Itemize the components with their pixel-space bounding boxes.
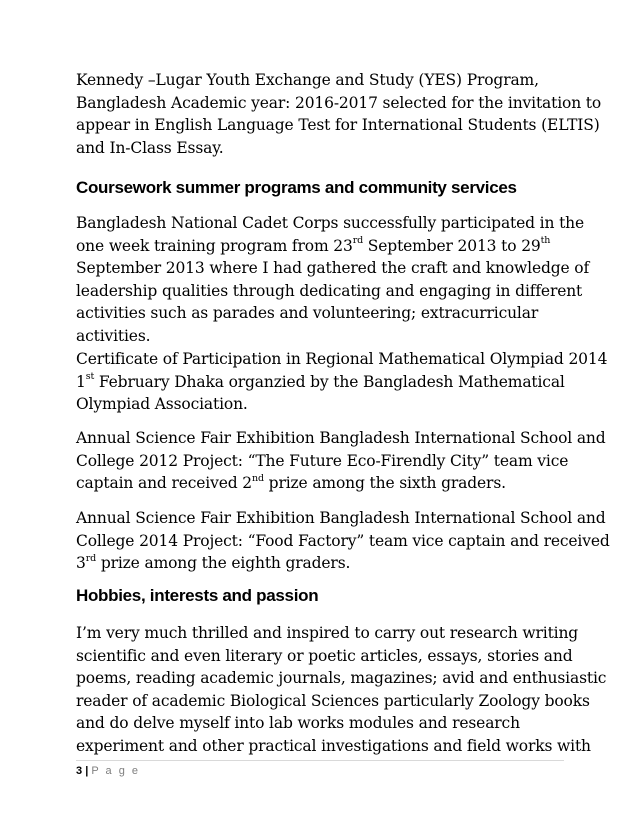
text-fragment: prize among the eighth graders.	[96, 554, 351, 573]
text-line: activities such as parades and volunteering; extracurricular	[76, 304, 539, 323]
text-line: I’m very much thrilled and inspired to carry out research writing	[76, 624, 579, 642]
ordinal-suffix: st	[85, 371, 95, 383]
text-line: reader of academic Biological Sciences particularly Zoology books	[76, 691, 590, 710]
text-line: one week training program from 23	[76, 236, 353, 255]
heading-coursework: Coursework summer programs and community services	[76, 178, 517, 197]
text-fragment: September 2013 to 29	[363, 236, 541, 255]
text-line: and In-Class Essay.	[76, 138, 224, 157]
paragraph-cadet-corps	[76, 212, 590, 348]
ordinal-suffix: th	[540, 235, 551, 247]
text-fragment: 3	[76, 554, 86, 573]
paragraph-hobbies	[76, 622, 607, 758]
text-line: September 2013 where I had gathered the craft and knowledge of	[76, 259, 590, 278]
ordinal-suffix: nd	[252, 473, 264, 485]
text-fragment: 1	[76, 372, 86, 391]
ordinal-suffix: rd	[85, 553, 97, 565]
text-line: College 2012 Project: “The Future Eco-Firendly City” team vice	[76, 451, 569, 470]
text-line: Bangladesh National Cadet Corps successfully participated in the	[76, 214, 585, 232]
text-line: Certificate of Participation in Regional Mathematical Olympiad 2014	[76, 350, 608, 368]
text-line: appear in English Language Test for International Students (ELTIS)	[76, 116, 600, 135]
text-line: Kennedy –Lugar Youth Exchange and Study (YES) Program,	[76, 71, 539, 89]
text-fragment: February Dhaka organzied by the Bangladesh Mathematical	[94, 372, 565, 391]
paragraph-yes-program	[76, 69, 602, 159]
page-label: P a g e	[91, 765, 140, 777]
paragraph-science-fair-2014	[76, 507, 610, 575]
text-line: experiment and other practical investigations and field works with	[76, 736, 591, 755]
text-fragment: prize among the sixth graders.	[263, 474, 506, 493]
text-line: Annual Science Fair Exhibition Bangladesh International School and	[76, 429, 606, 447]
text-fragment: captain and received 2	[76, 474, 252, 493]
page-footer	[76, 764, 140, 778]
footer-divider	[76, 760, 564, 761]
page-number: 3	[76, 765, 83, 777]
paragraph-science-fair-2012	[76, 427, 606, 495]
text-line: Bangladesh Academic year: 2016-2017 selected for the invitation to	[76, 93, 602, 112]
text-line: scientific and even literary or poetic articles, essays, stories and	[76, 646, 573, 665]
text-line: poems, reading academic journals, magazines; avid and enthusiastic	[76, 669, 607, 688]
footer-separator: |	[85, 765, 89, 777]
text-line: Olympiad Association.	[76, 395, 248, 414]
text-line: Annual Science Fair Exhibition Bangladesh International School and	[76, 509, 606, 527]
heading-hobbies: Hobbies, interests and passion	[76, 586, 319, 605]
text-line: activities.	[76, 326, 151, 345]
paragraph-olympiad	[76, 348, 608, 416]
ordinal-suffix: rd	[352, 235, 364, 247]
text-line: and do delve myself into lab works modules and research	[76, 714, 520, 733]
text-line: College 2014 Project: “Food Factory” team vice captain and received	[76, 531, 610, 550]
text-line: leadership qualities through dedicating and engaging in different	[76, 281, 583, 300]
